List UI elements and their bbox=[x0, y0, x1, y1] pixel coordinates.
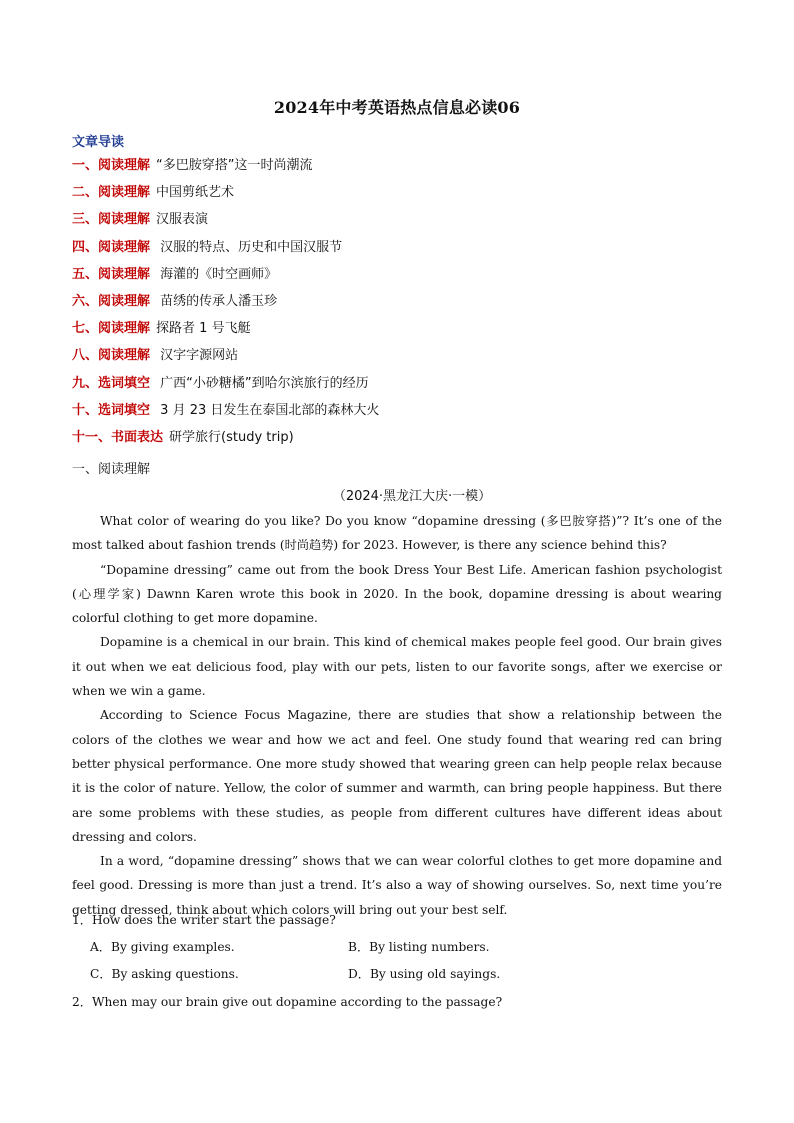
toc-item: 九、选词填空 广西“小砂糖橘”到哈尔滨旅行的经历 bbox=[72, 375, 369, 391]
toc-item: 一、阅读理解 “多巴胺穿搭”这一时尚潮流 bbox=[72, 158, 313, 173]
question-1: 1．How does the writer start the passage? bbox=[72, 913, 336, 927]
toc-item: 十一、书面表达 研学旅行(study trip) bbox=[72, 429, 294, 445]
option-c: C．By asking questions. bbox=[90, 967, 239, 981]
table-of-contents bbox=[72, 156, 722, 455]
toc-item: 七、阅读理解 探路者 1 号飞艇 bbox=[72, 321, 251, 337]
toc-item: 十、选词填空 3 月 23 日发生在泰国北部的森林大火 bbox=[72, 402, 380, 418]
passage-paragraph: What color of wearing do you like? Do you know “dopamine dressing (多巴胺穿搭)”? It’s one of the most talked about fashion trends (时尚趋势) for 2023. However, is there any science behind this? bbox=[72, 514, 722, 553]
guide-heading: 文章导读 bbox=[72, 135, 125, 150]
question-2: 2．When may our brain give out dopamine according to the passage? bbox=[72, 995, 503, 1009]
toc-item: 二、阅读理解 中国剪纸艺术 bbox=[72, 185, 235, 201]
section-label: 一、阅读理解 bbox=[72, 462, 151, 477]
toc-item: 三、阅读理解 汉服表演 bbox=[72, 212, 209, 228]
toc-item: 八、阅读理解 汉字字源网站 bbox=[72, 348, 239, 364]
toc-item: 六、阅读理解 苗绣的传承人潘玉珍 bbox=[72, 293, 278, 309]
option-a: A．By giving examples. bbox=[90, 940, 235, 954]
passage-paragraph: Dopamine is a chemical in our brain. This kind of chemical makes people feel good. Our brain gives it out when we eat delicious food, play with our pets, listen to our favorite songs, after we exercise or when we win a game. bbox=[72, 635, 722, 699]
passage-paragraph: According to Science Focus Magazine, there are studies that show a relationship between the colors of the clothes we wear and how we act and feel. One study found that wearing red can bring better physical performance. One more study showed that wearing green can help people relax because it is the color of nature. Yellow, the color of summer and warmth, can bring people happiness. But there are some problems with these studies, as people from different cultures have different ideas about dressing and colors. bbox=[72, 708, 722, 844]
passage-paragraph: In a word, “dopamine dressing” shows that we can wear colorful clothes to get more dopamine and feel good. Dressing is more than just a trend. It’s also a way of showing ourselves. So, next time you’re getting dressed, think about which colors will bring out your best self. bbox=[72, 854, 722, 917]
option-d: D．By using old sayings. bbox=[348, 967, 501, 981]
toc-item: 四、阅读理解 汉服的特点、历史和中国汉服节 bbox=[72, 239, 343, 255]
reading-passage bbox=[72, 509, 722, 922]
source-note: （2024·黑龙江大庆·一模） bbox=[332, 489, 492, 504]
option-b: B．By listing numbers. bbox=[348, 940, 490, 954]
passage-paragraph: “Dopamine dressing” came out from the book Dress Your Best Life. American fashion psychologist (心理学家) Dawnn Karen wrote this book in 2020. In the book, dopamine dressing is about wearing colorful clothing to get more dopamine. bbox=[72, 562, 722, 626]
page-title: 2024年中考英语热点信息必读06 bbox=[273, 98, 521, 117]
toc-item: 五、阅读理解 海灌的《时空画师》 bbox=[72, 266, 278, 282]
